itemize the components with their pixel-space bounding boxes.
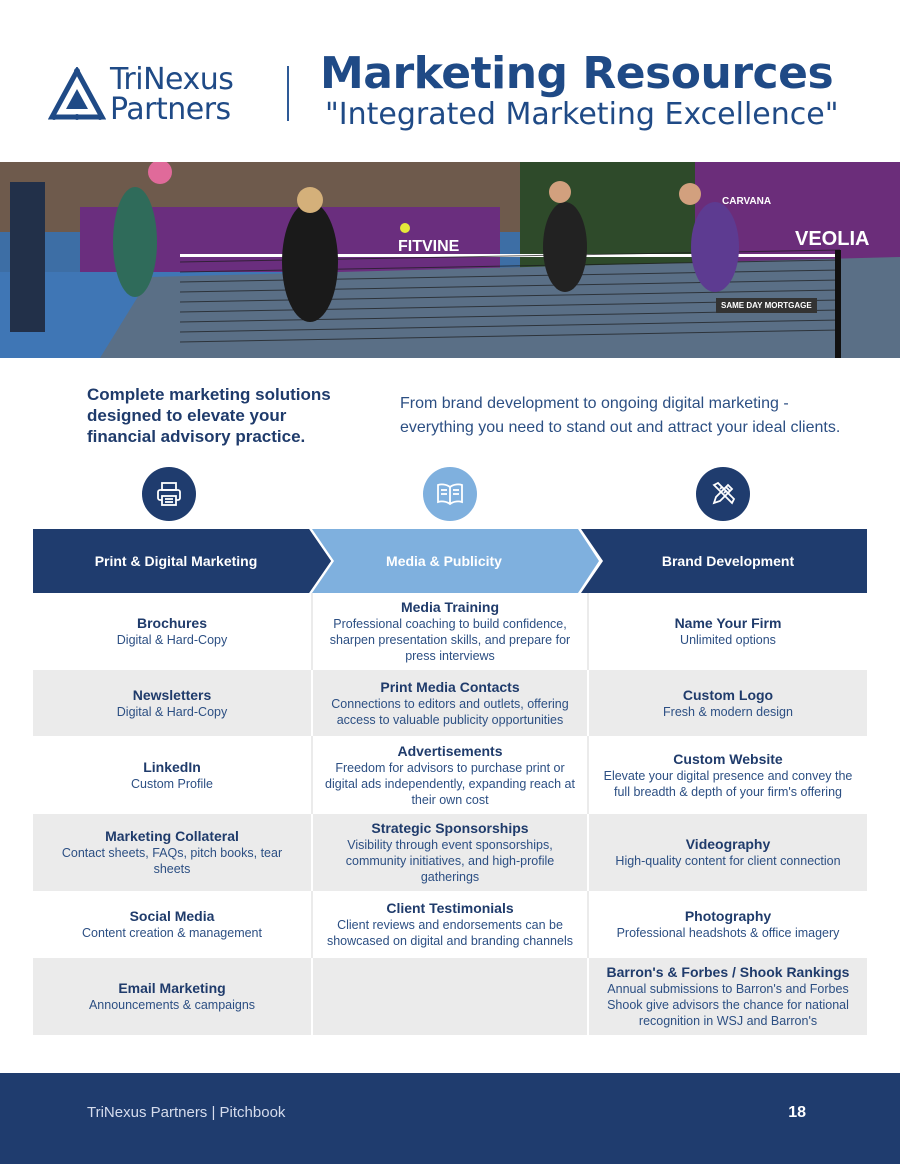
page-footer (0, 1073, 900, 1164)
sponsor-sign: SAME DAY MORTGAGE (716, 298, 817, 313)
page-subtitle: "Integrated Marketing Excellence" (325, 97, 839, 132)
table-cell (311, 670, 589, 736)
service-description: Connections to editors and outlets, offering access to valuable publicity opportunities (331, 696, 569, 727)
table-cell (311, 736, 589, 814)
service-description: Visibility through event sponsorships, community initiatives, and high-profile gatherings (345, 838, 555, 884)
table-cell (589, 814, 867, 891)
service-description: High-quality content for client connection (615, 854, 841, 868)
service-title: Social Media (129, 908, 215, 924)
column-header-media-publicity: Media & Publicity (386, 553, 502, 569)
service-description: Fresh & modern design (663, 704, 793, 719)
service-title: Custom Logo (682, 686, 774, 703)
table-cell (311, 958, 589, 1035)
table-cell (33, 891, 311, 958)
service-description: Freedom for advisors to purchase print or digital ads independently, expanding reach at their own cost (325, 760, 575, 807)
table-row (33, 736, 867, 814)
service-title: Strategic Sponsorships (371, 820, 529, 836)
service-description: Digital & Hard-Copy (116, 704, 228, 719)
table-cell (33, 593, 311, 670)
service-description: Digital & Hard-Copy (116, 633, 228, 647)
pickleball-photo (0, 162, 900, 358)
intro-description: From brand development to ongoing digital marketing - everything you need to stand out and attract your ideal clients. (400, 395, 841, 436)
service-title: LinkedIn (143, 758, 201, 775)
footer-label: TriNexus Partners | Pitchbook (87, 1104, 286, 1121)
service-description: Announcements & campaigns (88, 998, 256, 1012)
services-table (33, 593, 867, 1035)
open-book-icon (423, 467, 477, 521)
table-cell (589, 670, 867, 736)
service-title: Brochures (136, 615, 208, 631)
table-row (33, 593, 867, 670)
table-row (33, 958, 867, 1035)
service-title: Email Marketing (118, 980, 226, 996)
page-header (0, 0, 900, 162)
logo-triangle-icon (48, 67, 106, 121)
company-logo (40, 55, 234, 133)
service-description: Custom Profile (131, 776, 213, 791)
printer-icon (142, 467, 196, 521)
table-row (33, 814, 867, 891)
service-description: Professional headshots & office imagery (616, 926, 840, 940)
service-description: Annual submissions to Barron's and Forbes Shook give advisors the chance for national recognition in WSJ and Barron's (607, 982, 849, 1028)
service-title: Media Training (400, 599, 499, 615)
table-cell (311, 593, 589, 670)
service-title: Photography (684, 908, 772, 924)
service-title: Marketing Collateral (105, 828, 239, 844)
service-title: Print Media Contacts (380, 678, 520, 695)
service-title: Client Testimonials (386, 900, 514, 916)
sponsor-sign: FITVINE (398, 238, 460, 255)
table-cell (589, 958, 867, 1035)
table-cell (589, 593, 867, 670)
service-description: Content creation & management (82, 926, 262, 940)
service-title: Advertisements (397, 742, 503, 759)
table-cell (589, 736, 867, 814)
service-title: Barron's & Forbes / Shook Rankings (606, 964, 850, 980)
page-title: Marketing Resources (320, 48, 834, 99)
table-cell (589, 891, 867, 958)
column-header-brand-development: Brand Development (661, 553, 795, 569)
table-row (33, 891, 867, 958)
header-divider (287, 66, 289, 121)
service-description: Contact sheets, FAQs, pitch books, tear sheets (61, 846, 283, 876)
table-cell (311, 814, 589, 891)
service-title: Newsletters (132, 686, 212, 703)
table-cell (311, 891, 589, 958)
service-description: Elevate your digital presence and convey the full breadth & depth of your firm's offering (603, 768, 853, 799)
table-row (33, 670, 867, 736)
service-title: Custom Website (673, 750, 783, 767)
pencil-ruler-icon (696, 467, 750, 521)
table-cell (33, 814, 311, 891)
service-description: Client reviews and endorsements can be showcased on digital and branding channels (326, 918, 573, 948)
table-cell (33, 670, 311, 736)
sponsor-sign: VEOLIA (795, 228, 870, 250)
service-description: Unlimited options (680, 633, 776, 647)
column-header-print-digital: Print & Digital Marketing (94, 553, 258, 569)
sponsor-sign: CARVANA (722, 196, 772, 207)
logo-wordmark: TriNexus Partners (110, 62, 234, 127)
table-cell (33, 958, 311, 1035)
page-number: 18 (788, 1104, 806, 1121)
service-title: Videography (685, 836, 771, 852)
table-cell (33, 736, 311, 814)
intro-headline: Complete marketing solutions designed to elevate your financial advisory practice. (87, 385, 331, 446)
service-description: Professional coaching to build confidence, sharpen presentation skills, and prepare for press interviews (329, 617, 571, 663)
category-band (33, 529, 867, 593)
service-title: Name Your Firm (674, 615, 782, 631)
